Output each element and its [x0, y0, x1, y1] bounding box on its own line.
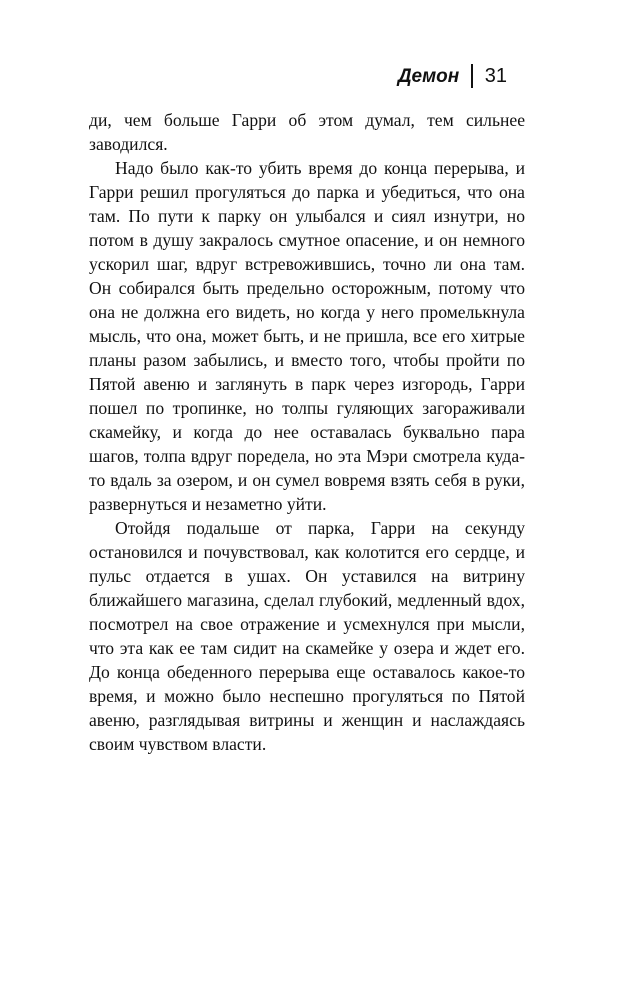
paragraph-1: ди, чем больше Гарри об этом думал, тем сильнее заводился.	[89, 110, 525, 154]
paragraph-2: Надо было как-то убить время до конца перерыва, и Гарри решил прогуляться до парка и убедиться, что она там. По пути к парку он улыбался и сиял изнутри, но потом в душу закралось смутное опасение, и он немного ускорил шаг, вдруг встревожившись, точно ли она там. Он собирался быть предельно осторожным, потому что она не должна его видеть, но когда у него промелькнула мысль, что она, может быть, и не пришла, все его хитрые планы разом забылись, и вместо того, чтобы пройти по Пятой авеню и заглянуть в парк через изгородь, Гарри пошел по тропинке, но толпы гуляющих загораживали скамейку, и когда до нее оставалась буквально пара шагов, толпа вдруг поредела, но эта Мэри смотрела куда-то вдаль за озером, и он сумел вовремя взять себя в руки, развернуться и незаметно уйти.	[89, 158, 525, 514]
running-header	[398, 64, 507, 88]
body-text	[89, 108, 525, 756]
header-separator	[471, 64, 473, 88]
chapter-title: Демон	[397, 65, 460, 87]
page-number: 31	[484, 65, 507, 87]
paragraph-3: Отойдя подальше от парка, Гарри на секунду остановился и почувствовал, как колотится его сердце, и пульс отдается в ушах. Он уставился на витрину ближайшего магазина, сделал глубокий, медленный вдох, посмотрел на свое отражение и усмехнулся при мысли, что эта как ее там сидит на скамейке у озера и ждет его. До конца обеденного перерыва еще оставалось какое-то время, и можно было неспешно прогуляться по Пятой авеню, разглядывая витрины и женщин и наслаждаясь своим чувством власти.	[89, 518, 525, 754]
